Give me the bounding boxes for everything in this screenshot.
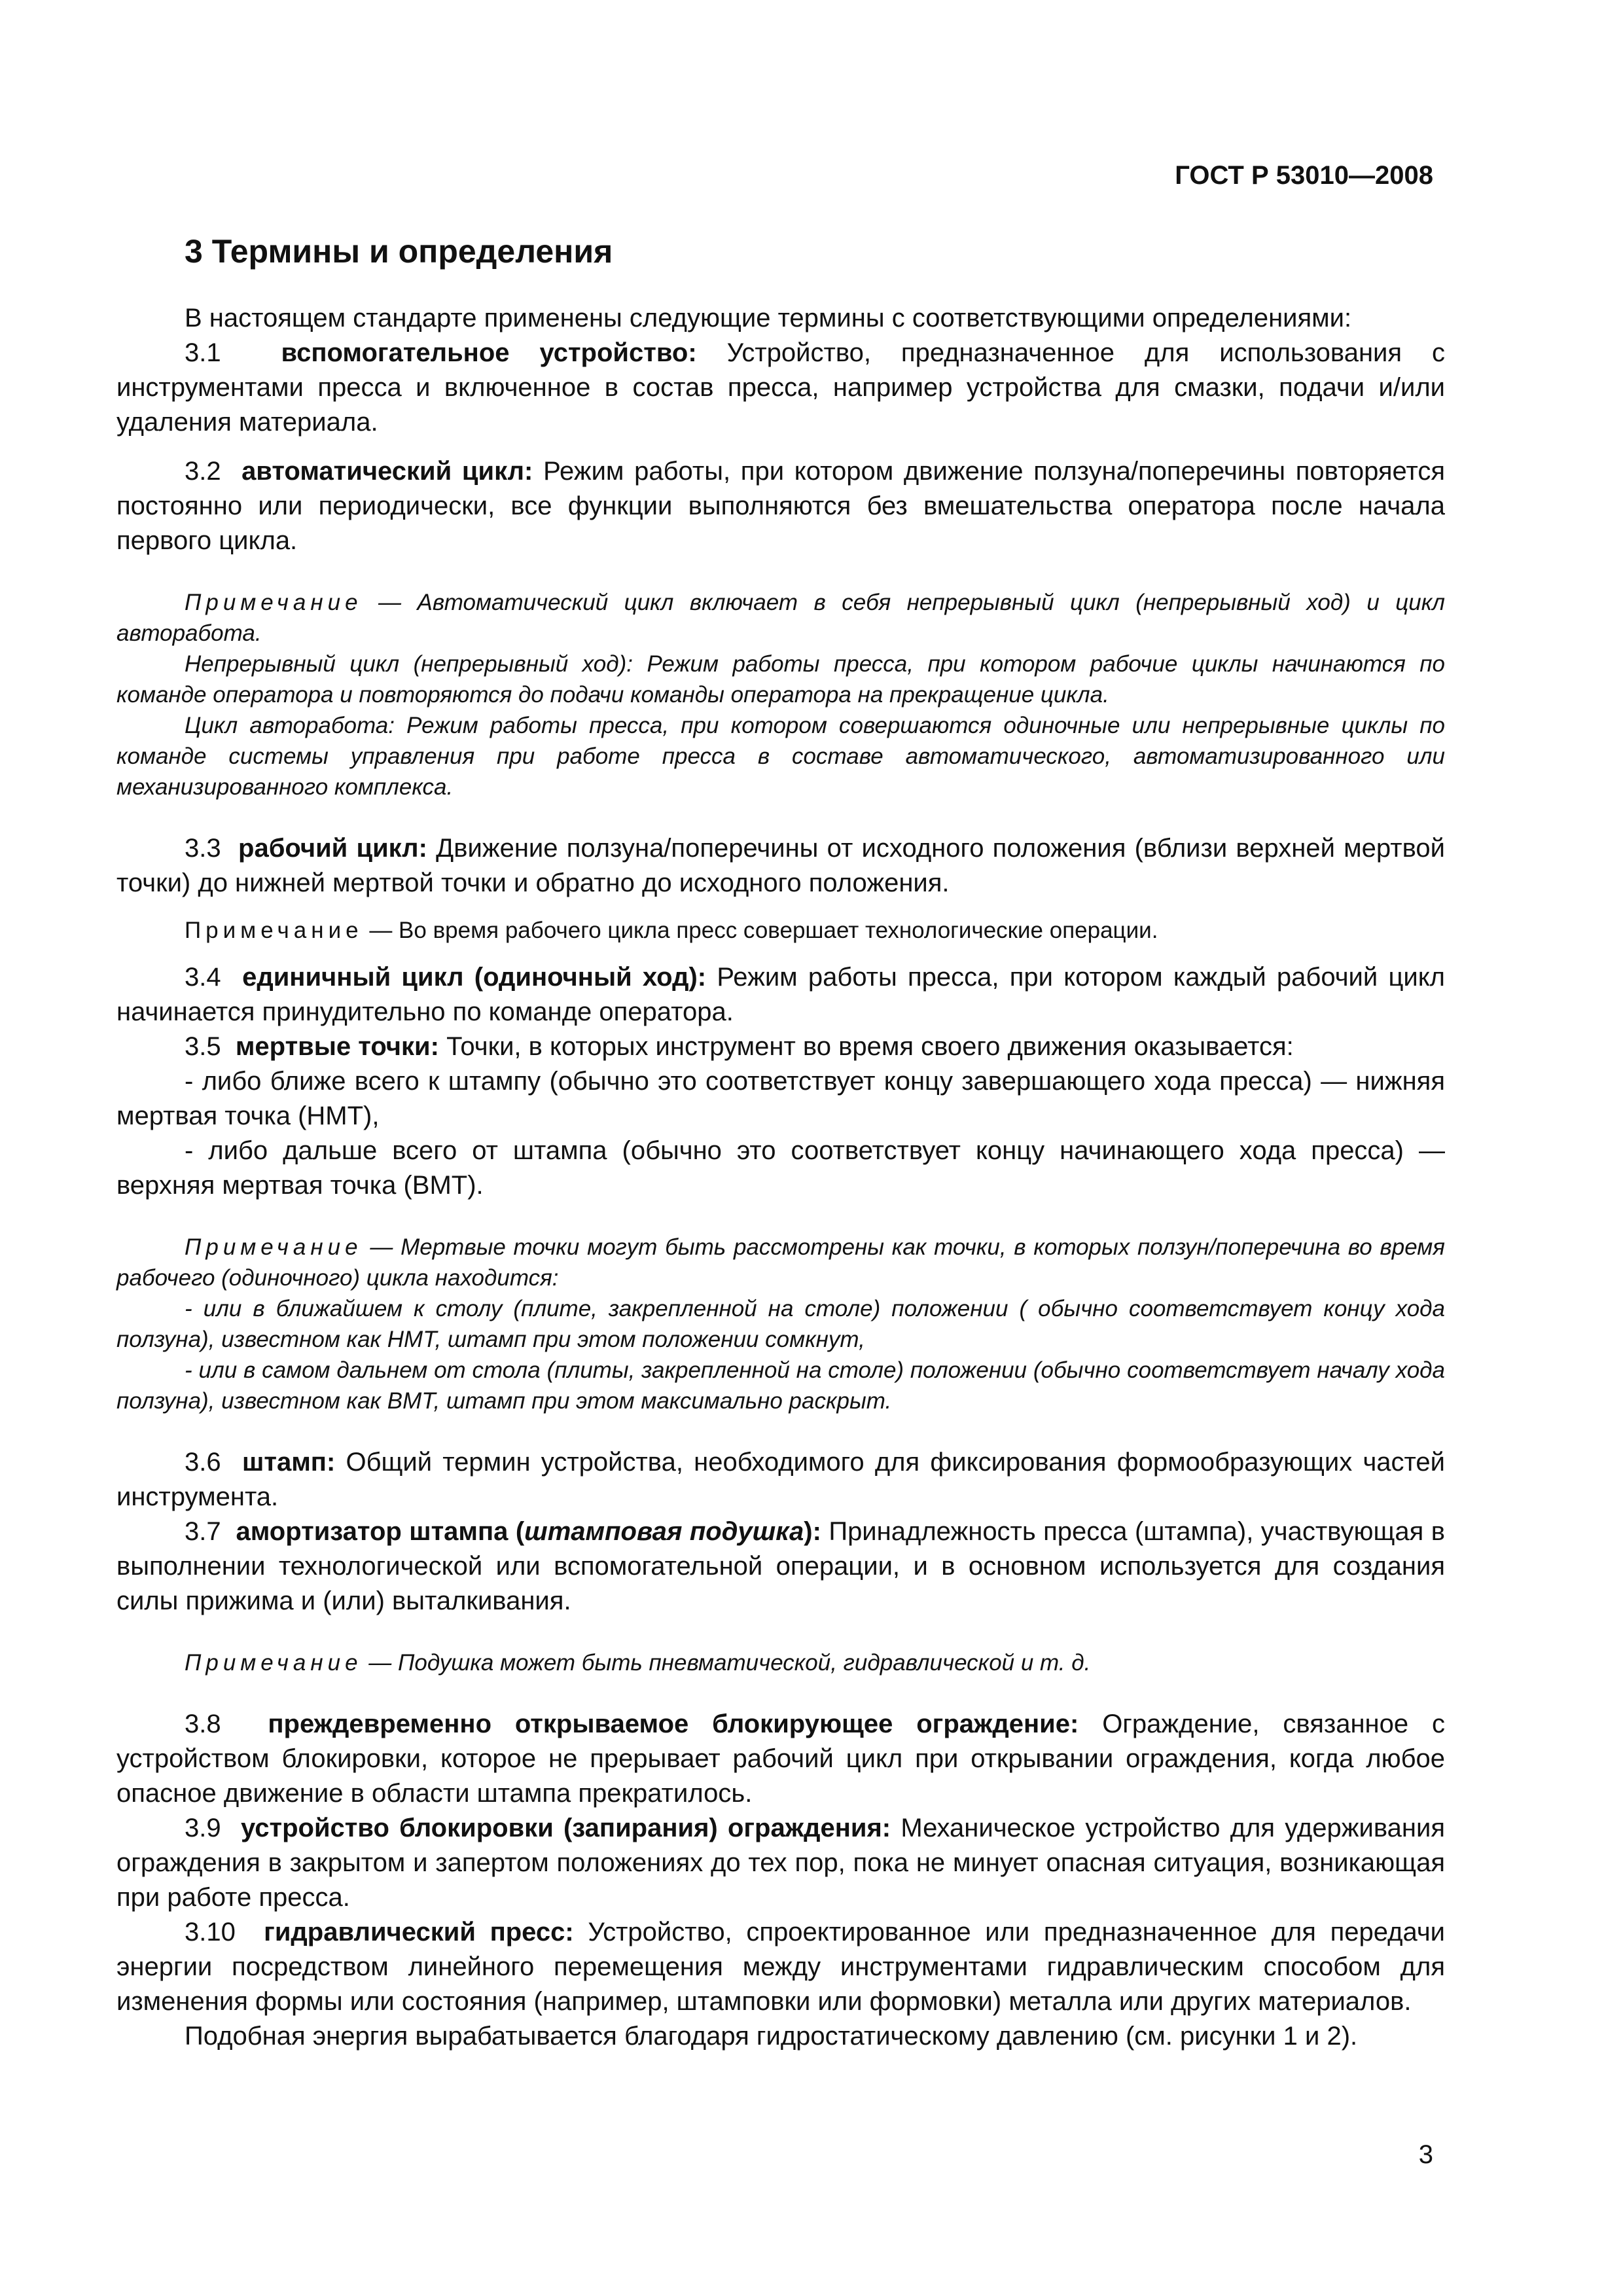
note-2: Примечание — Во время рабочего цикла пресс совершает технологические операции. (185, 918, 1158, 943)
note-paragraph: Цикл авторабота: Режим работы пресса, при котором совершаются одиночные или непрерывные циклы по команде системы управления при работе пресса в составе автоматического, автоматизированного или механизированного комплекса. (116, 713, 1445, 800)
term-3-5 (116, 1030, 1445, 1064)
note-label: Примечание (185, 1234, 363, 1260)
term-3-7 (116, 1515, 1445, 1619)
term-number: 3.8 (185, 1710, 221, 1738)
term-number: 3.1 (185, 338, 221, 367)
list-item: - либо дальше всего от штампа (обычно это соответствует концу начинающего хода пресса) — верхняя мертвая точка (ВМТ). (116, 1136, 1445, 1200)
term-definition: Устройство, спроектированное или предназначенное для передачи энергии посредством линейного перемещения между инструментами гидравлическим способом для изменения формы или состояния (например, штамповки или формовки) металла или других материалов. (116, 1918, 1445, 2016)
note-label: Примечание (185, 590, 363, 615)
term-definition: Ограждение, связанное с устройством блокировки, которое не прерывает рабочий цикл при открывании ограждения, когда любое опасное движение в области штампа прекратилось. (116, 1710, 1445, 1808)
term-number: 3.4 (185, 963, 221, 992)
term-definition: Движение ползуна/поперечины от исходного положения (вблизи верхней мертвой точки) до нижней мертвой точки и обратно до исходного положения. (116, 834, 1445, 897)
terms-content (116, 301, 1445, 2054)
note-1: Примечание — Автоматический цикл включает в себя непрерывный цикл (непрерывный ход) и цикл авторабота. Непрерывный цикл (непрерывный ход): Режим работы пресса, при котором рабочие циклы начинаются по команде оператора и повторяются до подачи команды оператора на прекращение цикла. Цикл авторабота: Режим работы пресса, при котором совершаются одиночные или непрерывные циклы по команде системы управления при работе пресса в составе автоматического, автоматизированного или механизированного комплекса. (116, 587, 1445, 802)
term-definition: Механическое устройство для удерживания ограждения в закрытом и запертом положениях до тех пор, пока не минует опасная ситуация, возникающая при работе пресса. (116, 1814, 1445, 1912)
term-number: 3.9 (185, 1814, 221, 1842)
note-4: Примечание — Подушка может быть пневматической, гидравлической и т. д. (185, 1650, 1091, 1676)
term-name: мертвые точки: (235, 1032, 439, 1061)
note-text: Подушка может быть пневматической, гидравлической и т. д. (398, 1650, 1091, 1676)
note-label: Примечание (185, 918, 363, 943)
note-text: Автоматический цикл включает в себя непрерывный цикл (непрерывный ход) и цикл авторабота. (116, 590, 1446, 646)
standard-number: ГОСТ Р 53010—2008 (1175, 161, 1433, 190)
note-3: Примечание — Мертвые точки могут быть рассмотрены как точки, в которых ползун/поперечина во время рабочего (одиночного) цикла находится: - или в ближайшем к столу (плите, закрепленной на столе) положении ( обычно соответствует концу хода ползуна), известном как НМТ, штамп при этом положении сомкнут, - или в самом дальнем от стола (плиты, закрепленной на столе) положении (обычно соответствует началу хода ползуна), известном как ВМТ, штамп при этом максимально раскрыт. (116, 1232, 1445, 1416)
note-label: Примечание (185, 1650, 363, 1676)
term-3-4 (116, 960, 1445, 1030)
term-definition: Точки, в которых инструмент во время своего движения оказывается: (446, 1032, 1294, 1061)
term-name: гидравлический пресс: (264, 1918, 574, 1946)
term-name: амортизатор штампа (штамповая подушка): (236, 1517, 821, 1546)
term-name: единичный цикл (одиночный ход): (242, 963, 707, 992)
term-3-2 (116, 454, 1445, 558)
term-3-10 (116, 1915, 1445, 2019)
term-name: рабочий цикл: (238, 834, 427, 863)
term-name: устройство блокировки (запирания) ограждения: (241, 1814, 891, 1842)
term-3-3 (116, 831, 1445, 901)
term-number: 3.3 (185, 834, 221, 863)
term-definition: Принадлежность пресса (штампа), участвующая в выполнении технологической или вспомогательной операции, и в основном используется для создания силы прижима и (или) выталкивания. (116, 1517, 1445, 1615)
section-heading: 3 Термины и определения (185, 233, 613, 270)
list-item: - либо ближе всего к штампу (обычно это соответствует концу завершающего хода пресса) — нижняя мертвая точка (НМТ), (116, 1067, 1445, 1130)
term-3-9 (116, 1811, 1445, 1915)
note-list-item: - или в ближайшем к столу (плите, закрепленной на столе) положении ( обычно соответствует концу хода ползуна), известном как НМТ, штамп при этом положении сомкнут, (116, 1296, 1445, 1352)
term-3-8 (116, 1707, 1445, 1811)
term-name: штамп: (242, 1448, 336, 1477)
note-paragraph: Непрерывный цикл (непрерывный ход): Режим работы пресса, при котором рабочие циклы начинаются по команде оператора и повторяются до подачи команды оператора на прекращение цикла. (116, 651, 1445, 708)
term-number: 3.6 (185, 1448, 221, 1477)
page-number: 3 (1418, 2140, 1433, 2169)
note-text: Мертвые точки могут быть рассмотрены как точки, в которых ползун/поперечина во время рабочего (одиночного) цикла находится: (116, 1234, 1445, 1291)
term-name: автоматический цикл: (241, 457, 533, 486)
term-definition: Устройство, предназначенное для использования с инструментами пресса и включенное в состав пресса, например устройства для смазки, подачи и/или удаления материала. (116, 338, 1445, 437)
term-definition: Режим работы пресса, при котором каждый рабочий цикл начинается принудительно по команде оператора. (116, 963, 1445, 1026)
term-definition: Общий термин устройства, необходимого для фиксирования формообразующих частей инструмента. (116, 1448, 1445, 1511)
term-number: 3.10 (185, 1918, 236, 1946)
term-3-10-addendum: Подобная энергия вырабатывается благодаря гидростатическому давлению (см. рисунки 1 и 2). (185, 2022, 1358, 2051)
term-definition: Режим работы, при котором движение ползуна/поперечины повторяется постоянно или периодически, все функции выполняются без вмешательства оператора после начала первого цикла. (116, 457, 1445, 555)
intro-paragraph: В настоящем стандарте применены следующие термины с соответствующими определениями: (185, 304, 1352, 332)
note-list-item: - или в самом дальнем от стола (плиты, закрепленной на столе) положении (обычно соответствует началу хода ползуна), известном как ВМТ, штамп при этом максимально раскрыт. (116, 1357, 1445, 1414)
term-name: вспомогательное устройство: (281, 338, 697, 367)
term-3-1 (116, 336, 1445, 440)
term-name: преждевременно открываемое блокирующее ограждение: (268, 1710, 1079, 1738)
term-number: 3.2 (185, 457, 221, 486)
term-number: 3.7 (185, 1517, 221, 1546)
term-3-6 (116, 1445, 1445, 1515)
term-number: 3.5 (185, 1032, 221, 1061)
term-name-italic: штамповая подушка (524, 1517, 804, 1546)
note-text: Во время рабочего цикла пресс совершает технологические операции. (399, 918, 1158, 943)
